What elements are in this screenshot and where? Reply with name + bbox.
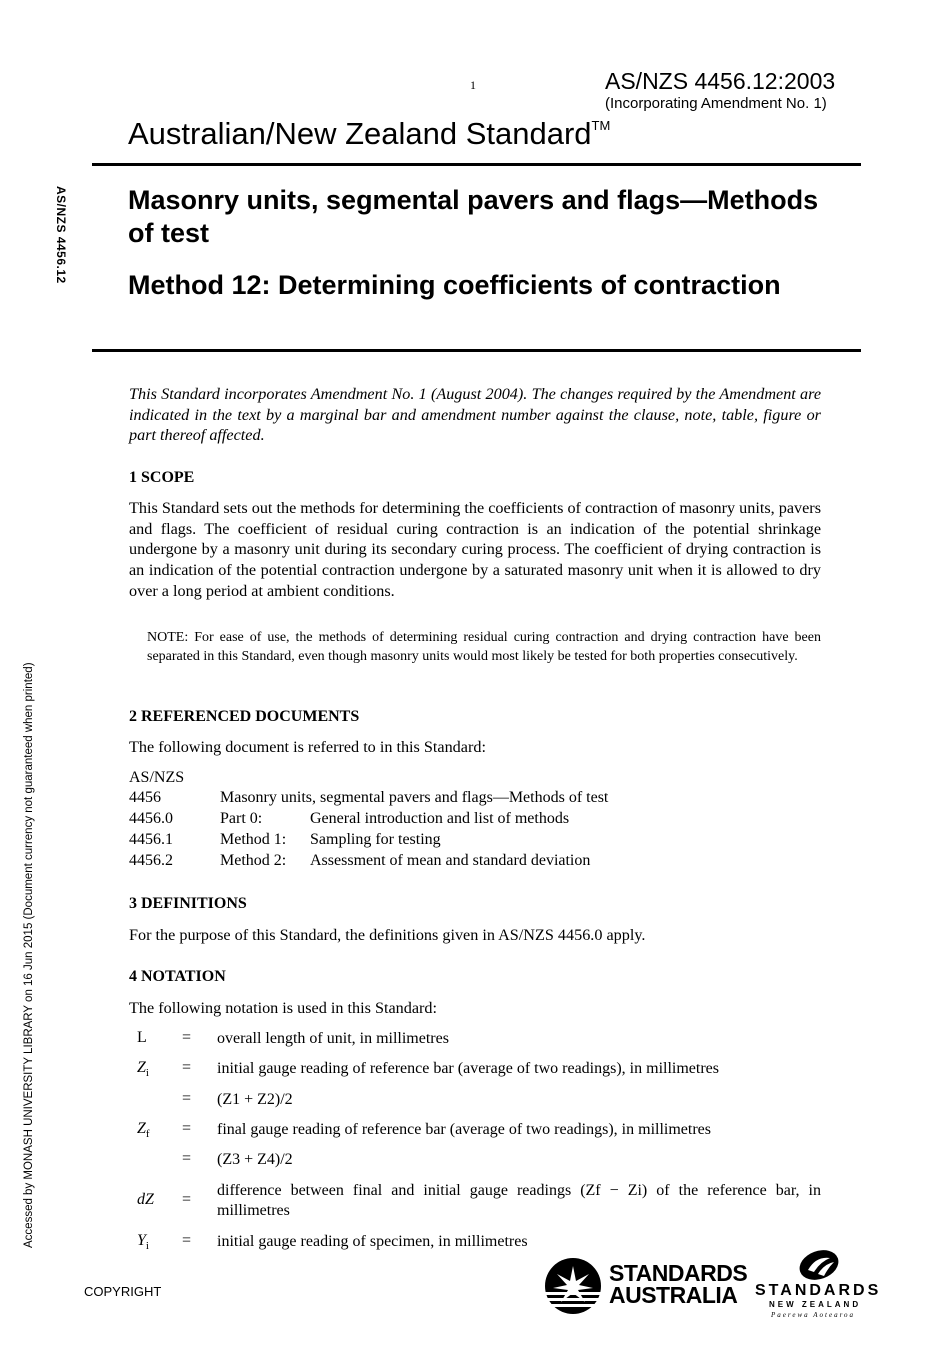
scope-heading: 1 SCOPE <box>129 469 195 486</box>
notation-definition: final gauge reading of reference bar (average of two readings), in millimetres <box>217 1121 711 1138</box>
standards-nz-maori: Paerewa Aotearoa <box>771 1311 856 1319</box>
access-watermark: Accessed by MONASH UNIVERSITY LIBRARY on 16 Jun 2015 (Document currency not guaranteed when printed) <box>23 662 35 1248</box>
symbol-base: Z <box>137 1120 146 1137</box>
ref-part: Masonry units, segmental pavers and flags—Methods of test <box>220 789 609 806</box>
definitions-text: For the purpose of this Standard, the definitions given in AS/NZS 4456.0 apply. <box>129 926 646 944</box>
notation-symbol: L <box>137 1029 147 1046</box>
standards-australia-wordmark <box>609 1262 747 1306</box>
equals-sign: = <box>182 1120 192 1137</box>
equals-sign: = <box>182 1191 192 1208</box>
symbol-base: Z <box>137 1059 146 1076</box>
method-title: Method 12: Determining coefficients of contraction <box>128 270 781 300</box>
ref-number: 4456.0 <box>129 810 173 827</box>
standards-australia-logo-icon <box>543 1256 603 1316</box>
notation-symbol: dZ <box>137 1191 154 1208</box>
ref-number: 4456 <box>129 789 161 806</box>
page-number: 1 <box>470 78 476 92</box>
notation-formula: (Z3 + Z4)/2 <box>217 1151 293 1168</box>
symbol-subscript: i <box>145 1240 149 1253</box>
notation-definition: initial gauge reading of reference bar (average of two readings), in millimetres <box>217 1060 719 1077</box>
definitions-heading: 3 DEFINITIONS <box>129 895 247 912</box>
notation-intro: The following notation is used in this Standard: <box>129 999 437 1017</box>
equals-sign: = <box>182 1059 192 1076</box>
notation-definition: initial gauge reading of specimen, in millimetres <box>217 1233 528 1250</box>
scope-text: This Standard sets out the methods for determining the coefficients of contraction of masonry units, pavers and flags. The coefficient of residual curing contraction is an indication of the potential shrinkage undergone by a masonry unit during its secondary curing process. The coefficient of drying contraction is an indication of the potential contraction undergone by a saturated masonry unit when it is allowed to dry over a long period at ambient conditions. <box>129 499 821 600</box>
ref-title: Sampling for testing <box>310 831 441 848</box>
top-rule <box>92 163 861 166</box>
ref-number: 4456.2 <box>129 852 173 869</box>
equals-sign: = <box>182 1029 192 1046</box>
ref-title: Assessment of mean and standard deviation <box>310 852 591 869</box>
notation-symbol <box>137 1120 150 1140</box>
standards-nz-logo-icon <box>796 1248 842 1282</box>
refs-heading: 2 REFERENCED DOCUMENTS <box>129 708 360 725</box>
bottom-rule <box>92 349 861 352</box>
ref-title: General introduction and list of methods <box>310 810 570 827</box>
ref-part: Method 2: <box>220 852 287 869</box>
document-title: Masonry units, segmental pavers and flags—Methods of test <box>128 185 819 248</box>
ref-part: Method 1: <box>220 831 287 848</box>
equals-sign: = <box>182 1150 192 1167</box>
symbol-subscript: f <box>145 1128 150 1141</box>
refs-series: AS/NZS <box>129 769 185 786</box>
symbol-subscript: i <box>145 1067 149 1080</box>
amendment-intro: This Standard incorporates Amendment No. 1 (August 2004). The changes required by the Amendment are indicated in the text by a marginal bar and amendment number against the clause, note, table, figure or part thereof affected. <box>129 385 821 445</box>
equals-sign: = <box>182 1090 192 1107</box>
ref-part: Part 0: <box>220 810 263 827</box>
standards-nz-wordmark: STANDARDS <box>755 1282 882 1299</box>
trademark: TM <box>591 118 611 133</box>
standard-type-text: Australian/New Zealand Standard <box>128 116 592 151</box>
sa-line2: AUSTRALIA <box>609 1282 738 1308</box>
notation-formula: (Z1 + Z2)/2 <box>217 1091 293 1108</box>
ref-number: 4456.1 <box>129 831 173 848</box>
notation-definition: overall length of unit, in millimetres <box>217 1030 449 1047</box>
equals-sign: = <box>182 1232 192 1249</box>
standard-type-heading <box>128 116 610 152</box>
sa-line1: STANDARDS <box>609 1260 748 1286</box>
notation-symbol <box>137 1059 149 1079</box>
standards-nz-subtitle: NEW ZEALAND <box>769 1300 862 1309</box>
refs-intro: The following document is referred to in this Standard: <box>129 738 486 756</box>
side-standard-code: AS/NZS 4456.12 <box>54 186 68 284</box>
amendment-note: (Incorporating Amendment No. 1) <box>605 95 827 112</box>
symbol-base: Y <box>137 1232 146 1249</box>
scope-note: NOTE: For ease of use, the methods of determining residual curing contraction and drying contraction have been separated in this Standard, even though masonry units would most likely be tested for both properties consecutively. <box>147 630 821 664</box>
notation-definition: difference between final and initial gauge readings (Zf − Zi) of the reference bar, in millimetres <box>217 1182 821 1219</box>
copyright-label: COPYRIGHT <box>84 1284 162 1299</box>
standard-code: AS/NZS 4456.12:2003 <box>605 68 836 94</box>
notation-symbol <box>137 1232 149 1252</box>
notation-heading: 4 NOTATION <box>129 968 226 985</box>
